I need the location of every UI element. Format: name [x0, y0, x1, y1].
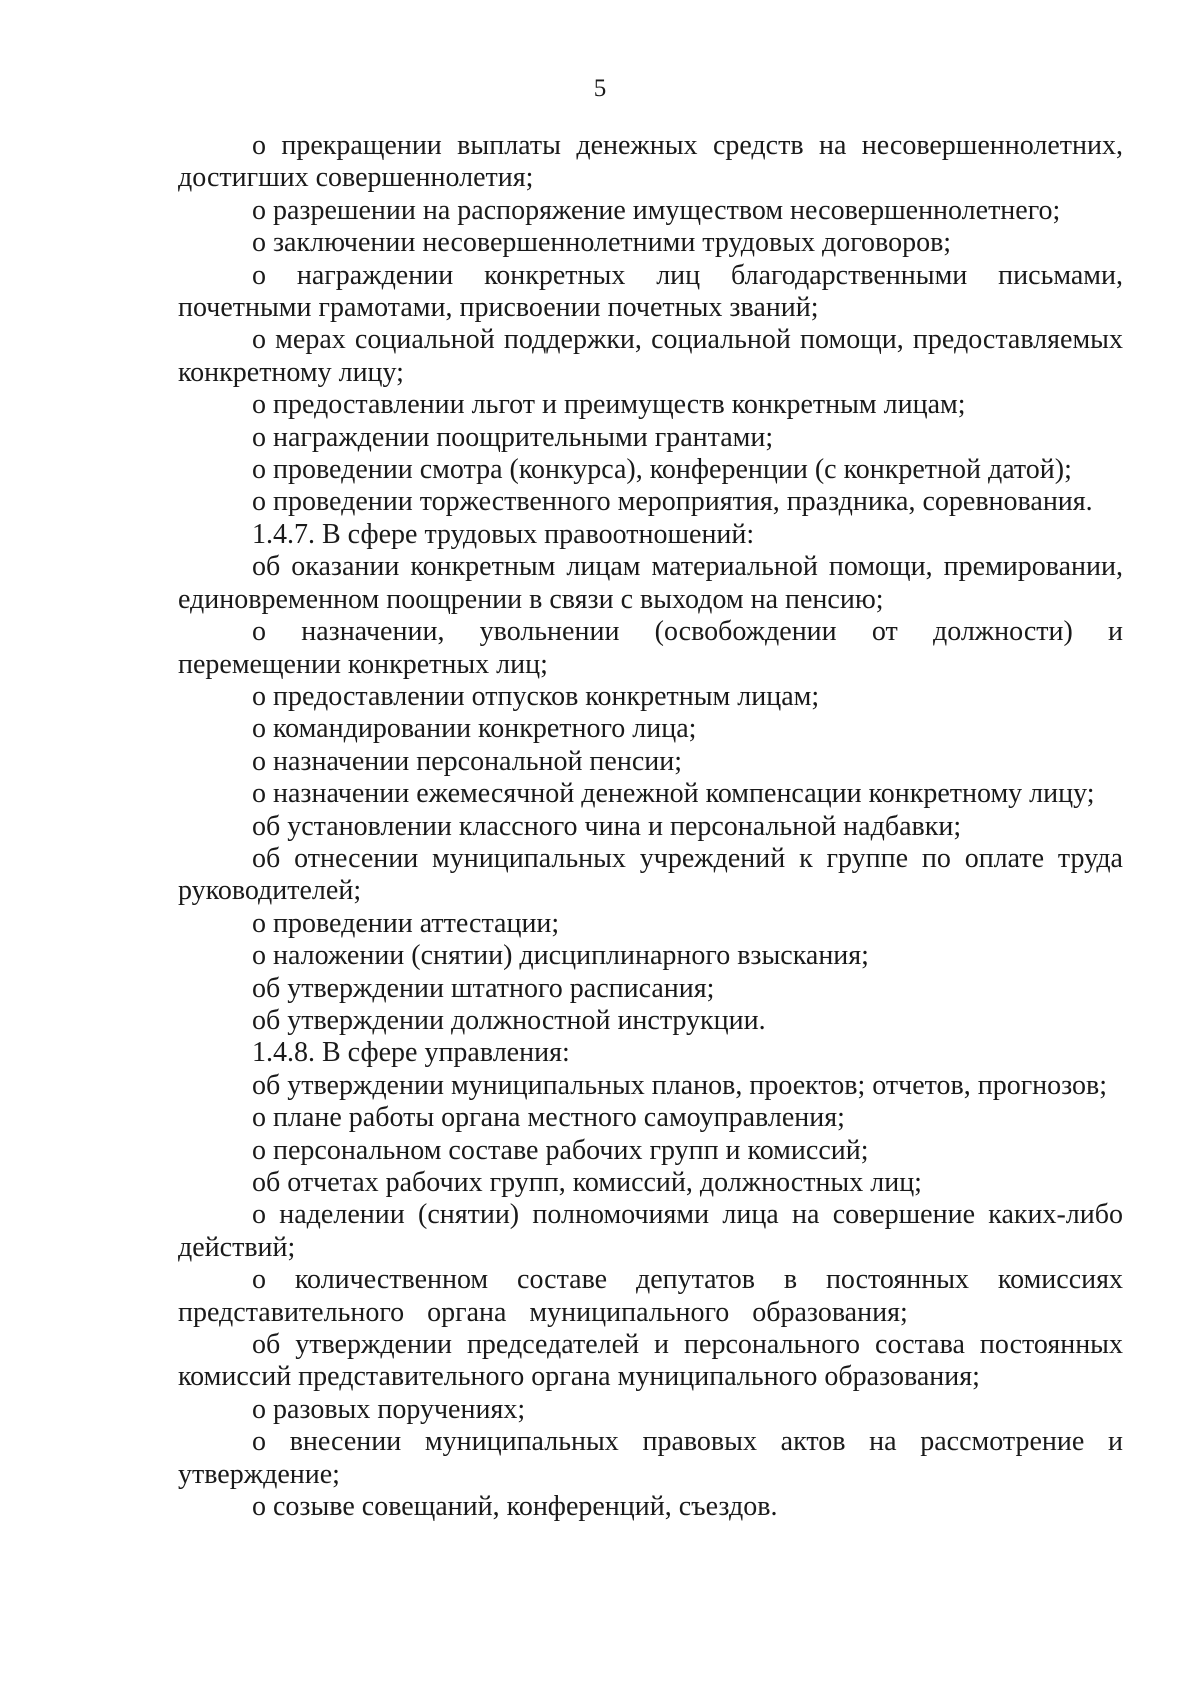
paragraph: об отнесении муниципальных учреждений к группе по оплате труда руководителей; — [178, 842, 1123, 907]
paragraph: о заключении несовершеннолетними трудовых договоров; — [252, 227, 952, 259]
document-body — [178, 130, 1123, 1523]
paragraph: о проведении аттестации; — [252, 907, 560, 939]
paragraph: о прекращении выплаты денежных средств на несовершеннолетних, достигших совершеннолетия; — [178, 130, 1123, 194]
section-heading: 1.4.7. В сфере трудовых правоотношений: — [252, 518, 755, 550]
paragraph: об отчетах рабочих групп, комиссий, должностных лиц; — [252, 1167, 922, 1198]
paragraph: о разрешении на распоряжение имуществом несовершеннолетнего; — [252, 194, 1061, 226]
paragraph: о созыве совещаний, конференций, съездов. — [252, 1491, 778, 1523]
paragraph: о проведении смотра (конкурса), конференции (с конкретной датой); — [252, 454, 1072, 486]
paragraph: о персональном составе рабочих групп и комиссий; — [252, 1134, 869, 1166]
paragraph: о разовых поручениях; — [252, 1393, 526, 1425]
paragraph: о назначении персональной пенсии; — [252, 745, 683, 777]
paragraph: об утверждении председателей и персонального состава постоянных комиссий представительного органа муниципального образования; — [178, 1329, 1123, 1393]
paragraph: о командировании конкретного лица; — [252, 713, 697, 745]
paragraph: о предоставлении отпусков конкретным лицам; — [252, 680, 820, 712]
paragraph: о награждении поощрительными грантами; — [252, 421, 774, 453]
paragraph: о мерах социальной поддержки, социальной помощи, предоставляемых конкретному лицу; — [178, 324, 1123, 388]
paragraph: об утверждении штатного расписания; — [252, 972, 715, 1004]
paragraph: о наделении (снятии) полномочиями лица на совершение каких-либо действий; — [178, 1199, 1123, 1263]
paragraph: об оказании конкретным лицам материальной помощи, премировании, единовременном поощрении в связи с выходом на пенсию; — [178, 551, 1123, 615]
paragraph: о награждении конкретных лиц благодарственными письмами, почетными грамотами, присвоении почетных званий; — [178, 259, 1123, 324]
paragraph: о наложении (снятии) дисциплинарного взыскания; — [252, 940, 869, 972]
paragraph: о предоставлении льгот и преимуществ конкретным лицам; — [252, 389, 966, 421]
page-number: 5 — [593, 75, 607, 102]
paragraph: о внесении муниципальных правовых актов на рассмотрение и утверждение; — [178, 1426, 1123, 1490]
paragraph: об утверждении должностной инструкции. — [252, 1004, 766, 1036]
paragraph: о назначении ежемесячной денежной компенсации конкретному лицу; — [252, 778, 1095, 810]
paragraph: о назначении, увольнении (освобождении от должности) и перемещении конкретных лиц; — [178, 616, 1123, 680]
paragraph: о количественном составе депутатов в постоянных комиссиях представительного органа муниципального образования; — [178, 1264, 1123, 1328]
paragraph: о проведении торжественного мероприятия, праздника, соревнования. — [252, 486, 1093, 518]
section-heading: 1.4.8. В сфере управления: — [252, 1037, 570, 1069]
paragraph: о плане работы органа местного самоуправления; — [252, 1102, 845, 1134]
paragraph: об утверждении муниципальных планов, проектов; отчетов, прогнозов; — [252, 1069, 1108, 1101]
paragraph: об установлении классного чина и персональной надбавки; — [252, 810, 962, 842]
